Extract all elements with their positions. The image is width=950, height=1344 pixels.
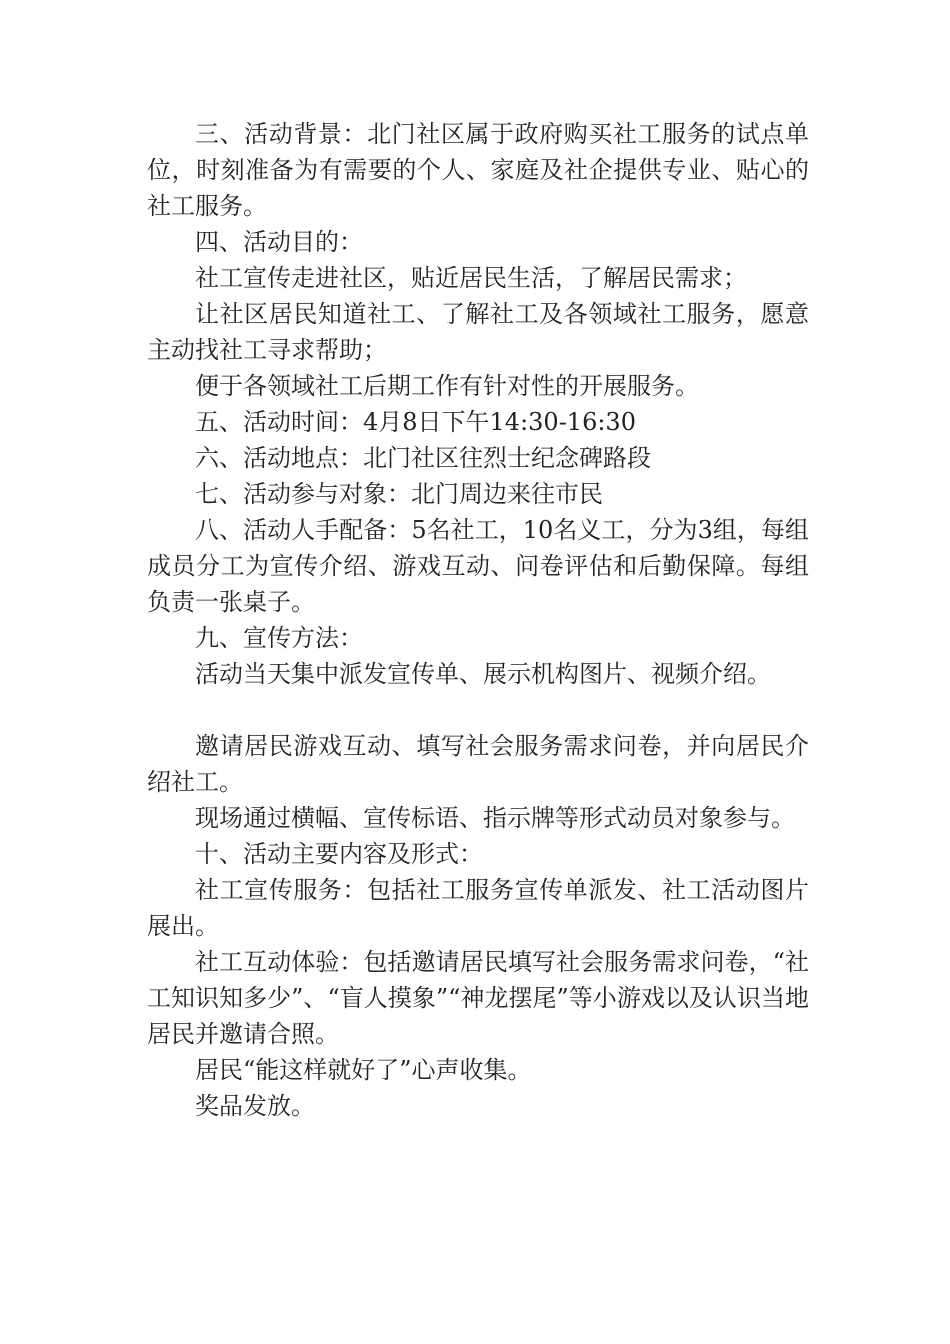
paragraph-content-2: 社工互动体验：包括邀请居民填写社会服务需求问卷，“社工知识知多少”、“盲人摸象”“神龙摆尾”等小游戏以及认识当地居民并邀请合照。 — [147, 948, 809, 1048]
paragraph-promo-heading: 九、宣传方法： — [195, 624, 363, 652]
paragraph-staffing: 八、活动人手配备：5名社工，10名义工，分为3组，每组成员分工为宣传介绍、游戏互动、问卷评估和后勤保障。每组负责一张桌子。 — [147, 516, 809, 616]
paragraph-participants: 七、活动参与对象：北门周边来往市民 — [195, 480, 603, 508]
paragraph-goal-3: 便于各领域社工后期工作有针对性的开展服务。 — [195, 372, 699, 400]
paragraph-content-3: 居民“能这样就好了”心声收集。 — [195, 1056, 532, 1084]
paragraph-content-1: 社工宣传服务：包括社工服务宣传单派发、社工活动图片展出。 — [147, 876, 809, 940]
paragraph-goal-heading: 四、活动目的： — [195, 228, 363, 256]
paragraph-content-4: 奖品发放。 — [195, 1092, 315, 1120]
paragraph-goal-2: 让社区居民知道社工、了解社工及各领域社工服务，愿意主动找社工寻求帮助； — [147, 300, 809, 364]
paragraph-goal-1: 社工宣传走进社区，贴近居民生活，了解居民需求； — [195, 264, 747, 292]
paragraph-time: 五、活动时间：4月8日下午14:30-16:30 — [195, 408, 636, 436]
paragraph-location: 六、活动地点：北门社区往烈士纪念碑路段 — [195, 444, 651, 472]
paragraph-promo-3: 现场通过横幅、宣传标语、指示牌等形式动员对象参与。 — [195, 804, 795, 832]
paragraph-promo-1: 活动当天集中派发宣传单、展示机构图片、视频介绍。 — [195, 660, 771, 688]
paragraph-background: 三、活动背景：北门社区属于政府购买社工服务的试点单位，时刻准备为有需要的个人、家庭及社企提供专业、贴心的社工服务。 — [147, 120, 809, 220]
document-body — [147, 116, 809, 1124]
paragraph-content-heading: 十、活动主要内容及形式： — [195, 840, 483, 868]
paragraph-promo-2: 邀请居民游戏互动、填写社会服务需求问卷，并向居民介绍社工。 — [147, 732, 809, 796]
